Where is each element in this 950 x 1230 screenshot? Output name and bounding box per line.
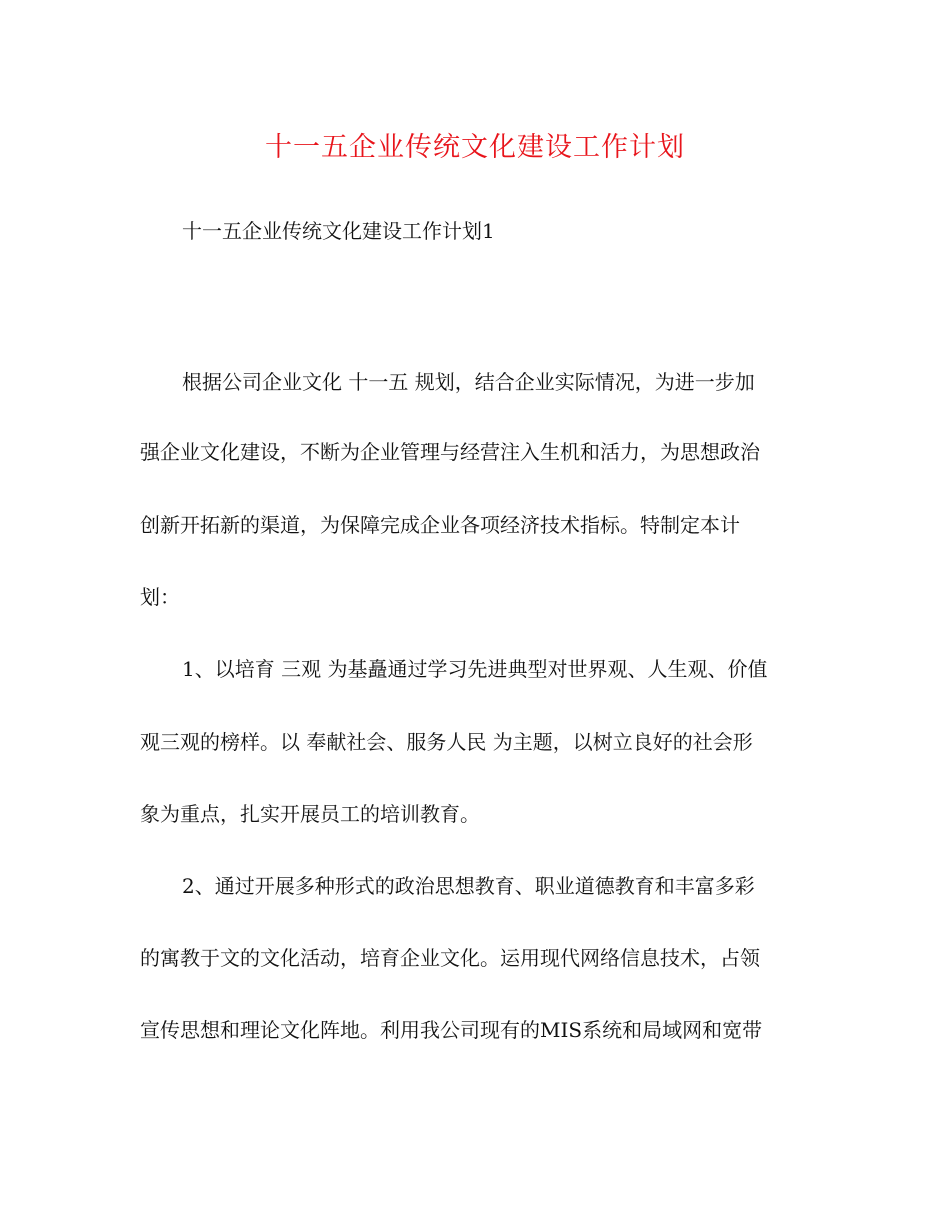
paragraph-2-line-1: 1、以培育 三观 为基矗通过学习先进典型对世界观、人生观、价值 (182, 657, 768, 681)
paragraph-2-line-3: 象为重点，扎实开展员工的培训教育。 (140, 802, 480, 826)
document-title: 十一五企业传统文化建设工作计划 (265, 132, 685, 163)
paragraph-1-line-1: 根据公司企业文化 十一五 规划，结合企业实际情况，为进一步加 (182, 370, 755, 394)
paragraph-1-line-3: 创新开拓新的渠道，为保障完成企业各项经济技术指标。特制定本计 (140, 513, 740, 537)
paragraph-1-line-4: 划： (140, 585, 180, 609)
paragraph-3-line-3: 宣传思想和理论文化阵地。利用我公司现有的MIS系统和局域网和宽带 (140, 1018, 763, 1042)
paragraph-3-line-2: 的寓教于文的文化活动，培育企业文化。运用现代网络信息技术，占领 (140, 946, 760, 970)
paragraph-1-line-2: 强企业文化建设，不断为企业管理与经营注入生机和活力，为思想政治 (140, 440, 760, 464)
paragraph-3-line-1: 2、通过开展多种形式的政治思想教育、职业道德教育和丰富多彩 (182, 874, 755, 898)
document-subtitle: 十一五企业传统文化建设工作计划1 (182, 219, 495, 243)
paragraph-2-line-2: 观三观的榜样。以 奉献社会、服务人民 为主题，以树立良好的社会形 (140, 730, 753, 754)
